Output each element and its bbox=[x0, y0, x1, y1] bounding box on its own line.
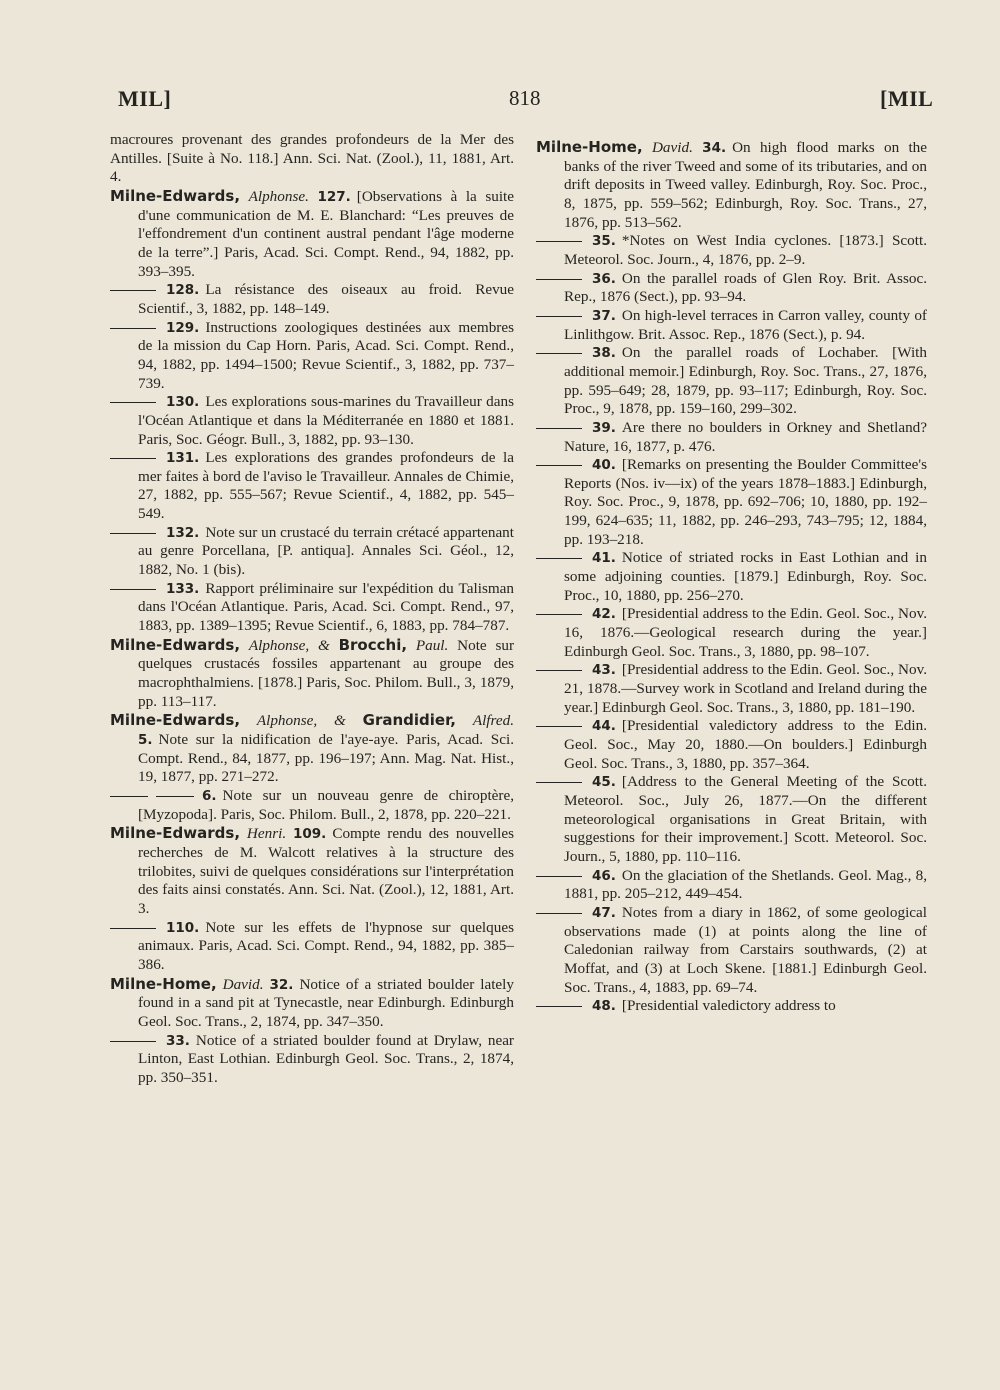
author-given-name: Henri. bbox=[246, 825, 287, 843]
bibliography-entry bbox=[536, 661, 927, 717]
ditto-dash bbox=[110, 928, 156, 929]
entry-number: 43. bbox=[592, 662, 616, 679]
entry-number: 109. bbox=[293, 826, 327, 843]
author-name: Milne-Edwards, bbox=[110, 635, 241, 654]
entry-text: [Address to the General Meeting of the Scott. Meteorol. Soc., July 26, 1877.—On the different meteorological organisations in Great Britain, with suggestions for their improvement.] Scott. Meteorol. Soc. Journ., 5, 1880, pp. 110–116. bbox=[564, 773, 927, 865]
entry-number: 133. bbox=[166, 580, 200, 597]
entry-text: *Notes on West India cyclones. [1873.] Scott. Meteorol. Soc. Journ., 4, 1876, pp. 2–9. bbox=[564, 232, 927, 268]
entry-text: Notice of striated rocks in East Lothian and in some adjoining counties. [1879.] Edinburgh, Roy. Soc. Proc., 10, 1880, pp. 256–270. bbox=[564, 549, 927, 604]
entry-text: Notes from a diary in 1862, of some geological observations made (1) at points along the line of Caledonian railway from Carstairs southwards, (2) at Moffat, and (3) at Loch Skene. [1881.] Edinburgh Geol. Soc. Trans., 4, 1883, pp. 69–74. bbox=[564, 903, 927, 996]
bibliography-entry bbox=[536, 270, 927, 307]
ditto-dash bbox=[536, 279, 582, 280]
entry-number: 32. bbox=[269, 976, 294, 993]
entry-text: Les explorations sous-marines du Travailleur dans l'Océan Atlantique et dans la Méditerranée en 1880 et 1881. Paris, Soc. Géogr. Bull., 3, 1882, pp. 93–130. bbox=[138, 393, 514, 448]
entry-text: La résistance des oiseaux au froid. Revue Scientif., 3, 1882, pp. 148–149. bbox=[138, 281, 514, 317]
right-column bbox=[536, 138, 927, 1016]
ditto-dash bbox=[536, 670, 582, 671]
entry-number: 34. bbox=[702, 140, 727, 156]
bibliography-entry bbox=[536, 549, 927, 605]
author-given-name: Alphonse, & bbox=[256, 712, 346, 730]
entry-text: Rapport préliminaire sur l'expédition du Talisman dans l'Océan Atlantique. Paris, Acad. Sci. Compt. Rend., 97, 1883, pp. 1389–1395; Revue Scientif., 6, 1883, pp. 784–787. bbox=[138, 579, 514, 635]
bibliography-entry bbox=[536, 867, 927, 904]
bibliography-entry bbox=[536, 232, 927, 269]
ditto-dash bbox=[536, 465, 582, 466]
bibliography-entry bbox=[110, 281, 514, 318]
bibliography-entry bbox=[536, 997, 927, 1016]
ditto-dash bbox=[156, 796, 194, 797]
ditto-dash bbox=[536, 782, 582, 783]
bibliography-entry bbox=[110, 919, 514, 975]
entry-number: 6. bbox=[202, 787, 217, 804]
ditto-dash bbox=[536, 1006, 582, 1007]
entry-text: [Presidential address to the Edin. Geol. Soc., Nov. 16, 1876.—Geological research during the year.] Edinburgh Geol. Soc. Trans., 3, 1880, pp. 98–107. bbox=[564, 605, 927, 660]
bibliography-entry bbox=[110, 187, 514, 281]
entry-text: Notice of a striated boulder lately found in a sand pit at Tynecastle, near Edinburgh. Edinburgh Geol. Soc. Trans., 2, 1874, pp. 347–350. bbox=[138, 975, 514, 1030]
bibliography-entry bbox=[110, 711, 514, 787]
author-given-name: Alphonse. bbox=[248, 187, 309, 205]
ditto-dash bbox=[110, 328, 156, 329]
entry-text: Notice of a striated boulder found at Drylaw, near Linton, East Lothian. Edinburgh Geol. Soc. Trans., 2, 1874, pp. 350–351. bbox=[138, 1031, 514, 1086]
entry-number: 131. bbox=[166, 450, 200, 467]
ditto-dash bbox=[536, 614, 582, 615]
entry-number: 132. bbox=[166, 524, 200, 541]
entry-text: On the glaciation of the Shetlands. Geol. Mag., 8, 1881, pp. 205–212, 449–454. bbox=[564, 866, 927, 903]
entry-number: 44. bbox=[592, 718, 616, 735]
ditto-dash bbox=[110, 290, 156, 291]
ditto-dash bbox=[536, 913, 582, 914]
running-head-left: MIL] bbox=[118, 86, 172, 111]
entry-number: 110. bbox=[166, 919, 200, 936]
entry-text: Instructions zoologiques destinées aux membres de la mission du Cap Horn. Paris, Acad. Sci. Compt. Rend., 94, 1882, pp. 1494–1500; Revue Scientif., 3, 1882, pp. 737–739. bbox=[138, 318, 514, 392]
entry-number: 130. bbox=[166, 394, 200, 411]
entry-number: 33. bbox=[166, 1032, 190, 1049]
entry-number: 39. bbox=[592, 419, 616, 436]
entry-text: Note sur les effets de l'hypnose sur quelques animaux. Paris, Acad. Sci. Compt. Rend., 94, 1882, pp. 385–386. bbox=[138, 918, 514, 973]
bibliography-entry bbox=[536, 904, 927, 997]
author-given-name: David. bbox=[651, 139, 693, 156]
ditto-dash bbox=[110, 402, 156, 403]
entry-number: 47. bbox=[592, 904, 616, 921]
coauthor-given-name: Paul. bbox=[415, 636, 449, 654]
entry-number: 37. bbox=[592, 307, 616, 324]
entry-text: Note sur la nidification de l'aye-aye. Paris, Acad. Sci. Compt. Rend., 84, 1877, pp. 196–197; Ann. Mag. Nat. Hist., 19, 1877, pp. 271–272. bbox=[138, 731, 514, 786]
entry-text: [Observations à la suite d'une communication de M. E. Blanchard: “Les preuves de l'effondrement d'un continent austral pendant l'âge moderne de la terre”.] Paris, Acad. Sci. Compt. Rend., 94, 1882, pp. 393–395. bbox=[138, 187, 515, 280]
entry-number: 42. bbox=[592, 606, 616, 623]
ditto-dash bbox=[110, 458, 156, 459]
bibliography-entry bbox=[110, 449, 514, 524]
left-column bbox=[110, 131, 514, 1087]
bibliography-entry bbox=[536, 307, 927, 344]
bibliography-entry bbox=[110, 524, 514, 580]
bibliography-entry bbox=[536, 344, 927, 419]
ditto-dash bbox=[110, 796, 148, 797]
author-name: Milne-Edwards, bbox=[110, 186, 241, 205]
entry-text: macroures provenant des grandes profondeurs de la Mer des Antilles. [Suite à No. 118.] Ann. Sci. Nat. (Zool.), 11, 1881, Art. 4. bbox=[110, 131, 514, 186]
entry-text: [Presidential valedictory address to bbox=[621, 997, 836, 1015]
ditto-dash bbox=[536, 726, 582, 727]
entry-number: 41. bbox=[592, 550, 616, 567]
entry-text: Are there no boulders in Orkney and Shetland? Nature, 16, 1877, p. 476. bbox=[564, 418, 927, 455]
bibliography-entry bbox=[536, 717, 927, 773]
bibliography-entry bbox=[110, 975, 514, 1032]
coauthor-name: Grandidier, bbox=[362, 711, 456, 730]
bibliography-entry bbox=[110, 131, 514, 187]
entry-text: [Presidential valedictory address to the Edin. Geol. Soc., May 20, 1880.—On boulders.] Edinburgh Geol. Soc. Trans., 3, 1880, pp. 357–364. bbox=[564, 717, 927, 772]
bibliography-entry bbox=[536, 773, 927, 866]
ditto-dash bbox=[536, 428, 582, 429]
entry-text: Compte rendu des nouvelles recherches de M. Walcott relatives à la structure des trilobites, suivi de quelques considérations sur l'interprétation des faits ainsi constatés. Ann. Sci. Nat. (Zool.), 12, 1881, Art. 3. bbox=[138, 825, 515, 917]
entry-text: [Presidential address to the Edin. Geol. Soc., Nov. 21, 1878.—Survey work in Scotland and Ireland during the year.] Edinburgh Geol. Soc. Trans., 3, 1880, pp. 181–190. bbox=[564, 661, 927, 716]
ditto-dash bbox=[536, 316, 582, 317]
author-given-name: Alphonse, & bbox=[248, 636, 330, 654]
author-name: Milne-Home, bbox=[110, 974, 217, 993]
entry-number: 48. bbox=[592, 998, 616, 1015]
author-name: Milne-Edwards, bbox=[110, 711, 241, 730]
entry-number: 45. bbox=[592, 774, 616, 791]
entry-number: 40. bbox=[592, 457, 616, 474]
entry-text: On high-level terraces in Carron valley, county of Linlithgow. Brit. Assoc. Rep., 1876 (Sect.), p. 94. bbox=[564, 306, 927, 343]
page-number: 818 bbox=[509, 86, 541, 110]
bibliography-entry bbox=[110, 824, 514, 918]
entry-number: 128. bbox=[166, 282, 200, 299]
bibliography-entry bbox=[110, 580, 514, 636]
bibliography-entry bbox=[536, 456, 927, 549]
entry-text: On high flood marks on the banks of the river Tweed and some of its tributaries, and on drift deposits in Tweed valley. Edinburgh, Roy. Soc. Proc., 8, 1875, pp. 559–562; Edinburgh, Roy. Soc. Trans., 27, 1876, pp. 513–562. bbox=[564, 139, 928, 231]
entry-number: 129. bbox=[166, 319, 200, 336]
entry-number: 127. bbox=[317, 188, 351, 205]
author-given-name: David. bbox=[222, 975, 264, 993]
coauthor-given-name: Alfred. bbox=[472, 712, 515, 730]
ditto-dash bbox=[536, 241, 582, 242]
entry-number: 46. bbox=[592, 867, 616, 884]
entry-text: [Remarks on presenting the Boulder Committee's Reports (Nos. iv—ix) of the years 1878–1883.] Edinburgh, Roy. Soc. Proc., 9, 1878, pp. 692–706; 10, 1880, pp. 192–199, 624–635; 11, 1882, pp. 246–293, 743–795; 12, 1884, pp. 193–218. bbox=[564, 456, 927, 548]
running-head-right: [MIL bbox=[880, 86, 934, 111]
entry-text: On the parallel roads of Glen Roy. Brit. Assoc. Rep., 1876 (Sect.), pp. 93–94. bbox=[564, 269, 927, 306]
bibliography-entry bbox=[536, 138, 927, 232]
entry-number: 36. bbox=[592, 270, 616, 287]
entry-text: Note sur un crustacé du terrain crétacé appartenant au genre Porcellana, [P. antiqua]. Annales Sci. Géol., 12, 1882, No. 1 (bis). bbox=[138, 523, 514, 579]
ditto-dash bbox=[110, 1041, 156, 1042]
ditto-dash bbox=[536, 353, 582, 354]
bibliography-entry bbox=[110, 636, 514, 712]
bibliography-entry bbox=[110, 393, 514, 449]
entry-text: On the parallel roads of Lochaber. [With additional memoir.] Edinburgh, Roy. Soc. Trans., 27, 1876, pp. 595–649; 28, 1879, pp. 93–117; Edinburgh, Roy. Soc. Proc., 9, 1878, pp. 159–160, 299–302. bbox=[564, 344, 927, 418]
ditto-dash bbox=[536, 876, 582, 877]
author-name: Milne-Home, bbox=[536, 138, 643, 156]
ditto-dash bbox=[110, 589, 156, 590]
bibliography-entry bbox=[110, 1032, 514, 1088]
entry-text: Note sur quelques crustacés fossiles appartenant au groupe des macrophthalmiens. [1878.] Paris, Soc. Philom. Bull., 3, 1879, pp. 113–117. bbox=[138, 636, 515, 710]
ditto-dash bbox=[536, 558, 582, 559]
entry-number: 35. bbox=[592, 233, 616, 250]
ditto-dash bbox=[110, 533, 156, 534]
entry-number: 5. bbox=[138, 732, 153, 748]
bibliography-entry bbox=[536, 605, 927, 661]
bibliography-entry bbox=[536, 419, 927, 456]
bibliography-entry bbox=[110, 787, 514, 824]
author-name: Milne-Edwards, bbox=[110, 824, 241, 843]
entry-number: 38. bbox=[592, 345, 616, 362]
entry-text: Note sur un nouveau genre de chiroptère, [Myzopoda]. Paris, Soc. Philom. Bull., 2, 1878, pp. 220–221. bbox=[138, 786, 514, 823]
coauthor-name: Brocchi, bbox=[338, 635, 408, 654]
entry-text: Les explorations des grandes profondeurs de la mer faites à bord de l'aviso le Travailleur. Annales de Chimie, 27, 1882, pp. 555–567; Revue Scientif., 4, 1882, pp. 545–549. bbox=[138, 449, 514, 523]
bibliography-entry bbox=[110, 319, 514, 394]
